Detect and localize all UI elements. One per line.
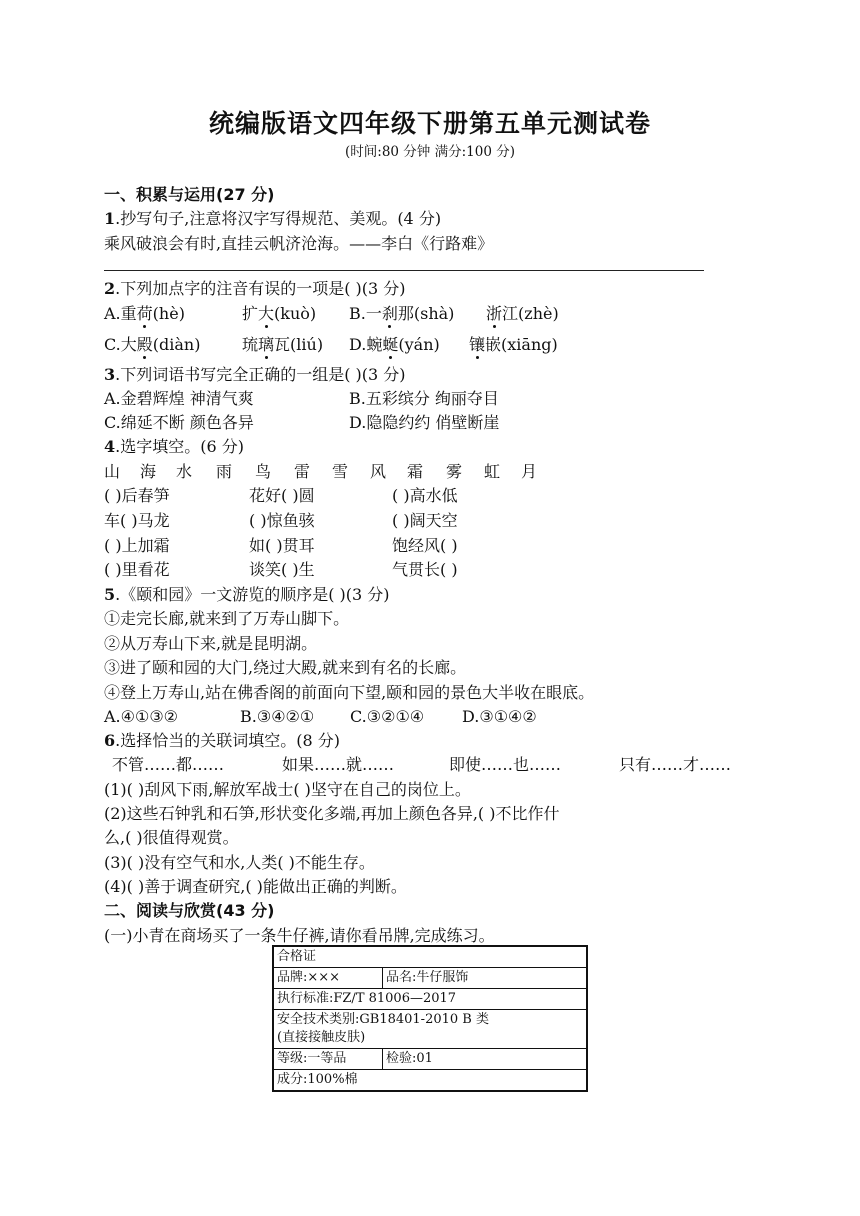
- question-5-options: [104, 707, 584, 729]
- option-b-1: B.一刹那(shà): [349, 304, 455, 323]
- conjunction-line-2-cont: 么,( )很值得观赏。: [104, 828, 239, 847]
- question-3-number: 3: [104, 365, 116, 384]
- reading-part-1-intro: (一)小青在商场买了一条牛仔裤,请你看吊牌,完成练习。: [104, 926, 495, 945]
- option-c: C.③②①④: [350, 707, 425, 726]
- idiom-blank: 饱经风( ): [392, 536, 458, 555]
- char: 雪: [332, 462, 349, 481]
- idiom-blank: 车( )马龙: [104, 511, 170, 530]
- idiom-blank: 谈笑( )生: [249, 560, 315, 579]
- option-d: D.③①④②: [462, 707, 537, 726]
- char: 风: [370, 462, 387, 481]
- char: 山: [104, 462, 121, 481]
- copy-writing-line: [104, 270, 704, 271]
- idiom-row-1: [104, 486, 564, 508]
- char: 虹: [484, 462, 501, 481]
- tag-safety-line-2: (直接接触皮肤): [277, 1030, 366, 1045]
- char: 雷: [294, 462, 311, 481]
- option-b: B.五彩缤分 绚丽夺目: [349, 389, 499, 408]
- option-c: C.绵延不断 颜色各异: [104, 413, 254, 432]
- option-b-2: 浙江(zhè): [486, 304, 559, 323]
- question-4: [104, 437, 244, 457]
- idiom-row-4: [104, 560, 564, 582]
- tag-product-name: 品名:牛仔服饰: [383, 968, 588, 989]
- conjunction-line-1: (1)( )刮风下雨,解放军战士( )坚守在自己的岗位上。: [104, 780, 471, 799]
- conjunction-line-3: (3)( )没有空气和水,人类( )不能生存。: [104, 853, 375, 872]
- option-a-2: 扩大(kuò): [242, 304, 317, 323]
- character-bank: [104, 462, 564, 484]
- question-4-text: .选字填空。(6 分): [115, 437, 244, 456]
- conjunction-line-4: (4)( )善于调查研究,( )能做出正确的判断。: [104, 877, 407, 896]
- tag-title: 合格证: [273, 946, 587, 968]
- tag-inspection: 检验:01: [383, 1049, 588, 1070]
- order-item-1: ①走完长廊,就来到了万寿山脚下。: [104, 609, 350, 628]
- char: 霜: [407, 462, 424, 481]
- question-3-options-row-1: [104, 389, 704, 411]
- question-2-number: 2: [104, 279, 116, 298]
- question-6-text: .选择恰当的关联词填空。(8 分): [115, 731, 340, 750]
- question-4-number: 4: [104, 437, 116, 456]
- conjunction-bank: [104, 755, 754, 777]
- tag-grade: 等级:一等品: [273, 1049, 383, 1070]
- tag-brand: 品牌:×××: [273, 968, 383, 989]
- tag-safety: [273, 1010, 587, 1049]
- order-item-3: ③进了颐和园的大门,绕过大殿,就来到有名的长廊。: [104, 658, 467, 677]
- question-5: [104, 585, 390, 605]
- idiom-blank: ( )后春笋: [104, 486, 170, 505]
- conjunction-line-2: (2)这些石钟乳和石笋,形状变化多端,再加上颜色各异,( )不比作什: [104, 804, 560, 823]
- char: 月: [521, 462, 538, 481]
- question-1-number: 1: [104, 209, 116, 228]
- exam-subtitle: (时间:80 分钟 满分:100 分): [345, 144, 515, 160]
- question-3-text: .下列词语书写完全正确的一组是( )(3 分): [115, 365, 406, 384]
- question-3-options-row-2: [104, 413, 704, 435]
- question-3: [104, 365, 406, 385]
- option-b: B.③④②①: [240, 707, 315, 726]
- option-a-1: A.重荷(hè): [104, 304, 185, 323]
- conjunction: 如果……就……: [282, 755, 395, 774]
- question-2: [104, 279, 406, 299]
- question-5-text: .《颐和园》一文游览的顺序是( )(3 分): [115, 585, 390, 604]
- option-a: A.金碧辉煌 神清气爽: [104, 389, 254, 408]
- option-c-1: C.大殿(diàn): [104, 335, 201, 354]
- char: 雾: [446, 462, 463, 481]
- idiom-blank: ( )惊鱼骇: [249, 511, 315, 530]
- question-6: [104, 731, 340, 751]
- char: 雨: [216, 462, 233, 481]
- idiom-blank: ( )里看花: [104, 560, 170, 579]
- char: 鸟: [255, 462, 272, 481]
- question-1-sentence: 乘风破浪会有时,直挂云帆济沧海。——李白《行路难》: [104, 234, 494, 253]
- option-c-2: 琉璃瓦(liú): [242, 335, 324, 354]
- idiom-row-3: [104, 536, 564, 558]
- idiom-blank: ( )阔天空: [392, 511, 458, 530]
- question-1: [104, 209, 441, 229]
- option-d: D.隐隐约约 俏壁断崖: [349, 413, 500, 432]
- idiom-blank: 如( )贯耳: [249, 536, 315, 555]
- order-item-2: ②从万寿山下来,就是昆明湖。: [104, 634, 318, 653]
- idiom-blank: ( )上加霜: [104, 536, 170, 555]
- clothing-tag-table: [272, 945, 588, 1092]
- exam-title: 统编版语文四年级下册第五单元测试卷: [208, 109, 651, 138]
- idiom-blank: ( )高水低: [392, 486, 458, 505]
- question-6-number: 6: [104, 731, 116, 750]
- tag-standard: 执行标准:FZ/T 81006—2017: [273, 989, 587, 1010]
- tag-safety-line-1: 安全技术类别:GB18401-2010 B 类: [277, 1012, 489, 1027]
- conjunction: 只有……才……: [619, 755, 732, 774]
- question-2-text: .下列加点字的注音有误的一项是( )(3 分): [115, 279, 406, 298]
- order-item-4: ④登上万寿山,站在佛香阁的前面向下望,颐和园的景色大半收在眼底。: [104, 683, 595, 702]
- question-2-options-row-1: [104, 304, 704, 328]
- char: 海: [140, 462, 157, 481]
- option-d-1: D.蜿蜒(yán): [349, 335, 440, 354]
- idiom-row-2: [104, 511, 564, 533]
- tag-material: 成分:100%棉: [273, 1070, 587, 1092]
- char: 水: [176, 462, 193, 481]
- section-2-heading: 二、阅读与欣赏(43 分): [104, 901, 275, 920]
- question-5-number: 5: [104, 585, 116, 604]
- option-d-2: 镶嵌(xiāng): [469, 335, 558, 354]
- section-1-heading: 一、积累与运用(27 分): [104, 185, 275, 204]
- conjunction: 即使……也……: [449, 755, 562, 774]
- idiom-blank: 花好( )圆: [249, 486, 315, 505]
- question-1-text: .抄写句子,注意将汉字写得规范、美观。(4 分): [115, 209, 442, 228]
- question-2-options-row-2: [104, 335, 704, 359]
- option-a: A.④①③②: [104, 707, 179, 726]
- conjunction: 不管……都……: [112, 755, 225, 774]
- idiom-blank: 气贯长( ): [392, 560, 458, 579]
